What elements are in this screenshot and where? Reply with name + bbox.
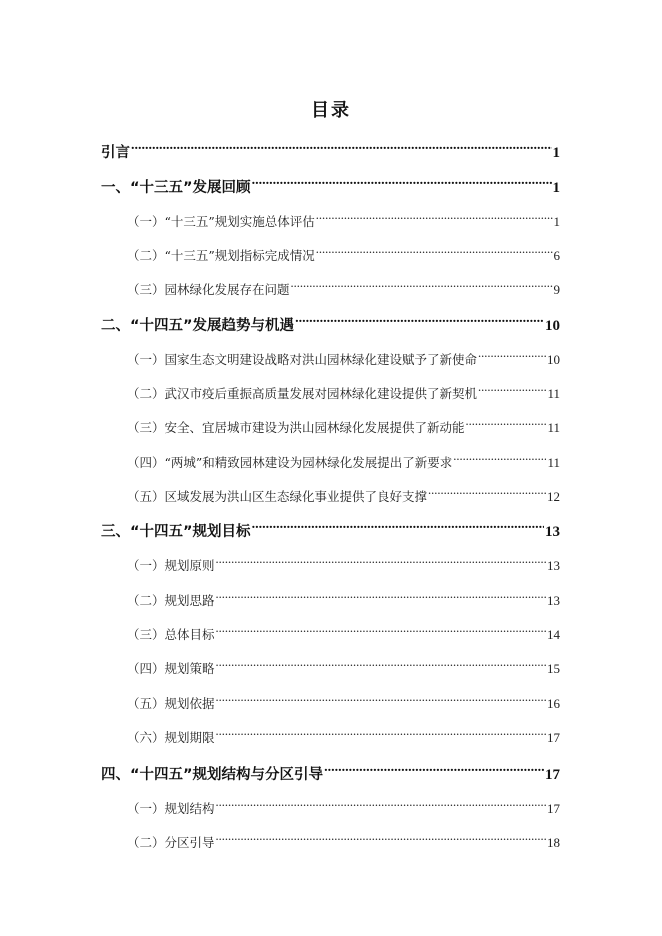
dot-leader: [478, 376, 546, 398]
dot-leader: [453, 445, 546, 467]
toc-page-number: 13: [547, 558, 560, 573]
toc-entry-label: 二、“十四五”发展趋势与机遇: [101, 318, 295, 334]
dot-leader: [216, 825, 546, 847]
toc-title: 目录: [311, 100, 351, 121]
toc-page-number: 10: [545, 318, 560, 334]
dot-leader: [316, 204, 553, 226]
toc-page-number: 10: [547, 352, 560, 367]
toc-page-number: 6: [553, 248, 560, 263]
toc-entry-introduction[interactable]: [101, 135, 560, 161]
toc-entry-1-2[interactable]: [127, 238, 560, 263]
toc-entry-label: 一、“十三五”发展回顾: [101, 180, 251, 196]
dot-leader: [252, 514, 544, 536]
toc-entry-label: （五）规划依据: [127, 696, 215, 711]
toc-page-number: 1: [552, 180, 560, 196]
toc-page-number: 1: [552, 145, 560, 161]
dot-leader: [428, 479, 546, 501]
toc-entry-label: （二）分区引导: [127, 835, 215, 850]
toc-entry-4-1[interactable]: [127, 791, 560, 816]
toc-entry-label: （三）总体目标: [127, 627, 215, 642]
toc-entry-2-2[interactable]: [127, 376, 560, 401]
toc-entry-2-1[interactable]: [127, 342, 560, 367]
toc-entry-label: （二）“十三五”规划指标完成情况: [127, 248, 315, 263]
toc-entry-2-3[interactable]: [127, 410, 560, 435]
toc-entry-label: （三）园林绿化发展存在问题: [127, 282, 290, 297]
toc-entry-label: （三）安全、宜居城市建设为洪山园林绿化发展提供了新动能: [127, 420, 465, 435]
toc-entry-label: 三、“十四五”规划目标: [101, 524, 251, 540]
toc-entry-label: （二）规划思路: [127, 593, 215, 608]
toc-entry-label: （一）规划结构: [127, 801, 215, 816]
toc-entry-3-2[interactable]: [127, 583, 560, 608]
toc-page-number: 13: [545, 524, 560, 540]
dot-leader: [478, 342, 546, 364]
toc-entry-3-5[interactable]: [127, 686, 560, 711]
dot-leader: [216, 617, 546, 639]
toc-page-number: 18: [547, 835, 560, 850]
toc-page-number: 14: [547, 627, 560, 642]
toc-entry-3-6[interactable]: [127, 720, 560, 745]
toc-entry-1-1[interactable]: [127, 204, 560, 229]
toc-page-number: 11: [547, 455, 560, 470]
toc-page-number: 17: [545, 767, 560, 783]
toc-page-number: 17: [547, 730, 560, 745]
toc-page-number: 12: [547, 489, 560, 504]
toc-page-number: 17: [547, 801, 560, 816]
dot-leader: [291, 272, 553, 294]
toc-page-number: 11: [547, 420, 560, 435]
toc-entry-label: （五）区域发展为洪山区生态绿化事业提供了良好支撑: [127, 489, 428, 504]
toc-entry-chapter-4[interactable]: [101, 757, 560, 783]
toc-page-number: 9: [553, 282, 560, 297]
toc-entry-label: （一）规划原则: [127, 558, 215, 573]
toc-entry-label: 四、“十四五”规划结构与分区引导: [101, 767, 324, 783]
toc-page-number: 11: [547, 386, 560, 401]
dot-leader: [324, 757, 544, 779]
dot-leader: [216, 651, 546, 673]
toc-entry-4-2[interactable]: [127, 825, 560, 850]
dot-leader: [216, 583, 546, 605]
toc-page-number: 13: [547, 593, 560, 608]
toc-entry-3-3[interactable]: [127, 617, 560, 642]
toc-entry-label: （一）“十三五”规划实施总体评估: [127, 214, 315, 229]
toc-page-number: 16: [547, 696, 560, 711]
dot-leader: [216, 686, 546, 708]
dot-leader: [466, 410, 547, 432]
toc-page-number: 1: [553, 214, 560, 229]
toc-entry-chapter-3[interactable]: [101, 514, 560, 540]
dot-leader: [316, 238, 553, 260]
toc-entry-1-3[interactable]: [127, 272, 560, 297]
toc-entry-label: （一）国家生态文明建设战略对洪山园林绿化建设赋予了新使命: [127, 352, 478, 367]
toc-entry-chapter-1[interactable]: [101, 170, 560, 196]
dot-leader: [295, 308, 544, 330]
toc-entry-label: 引言: [101, 145, 130, 161]
toc-entry-2-5[interactable]: [127, 479, 560, 504]
toc-entry-chapter-2[interactable]: [101, 308, 560, 334]
dot-leader: [216, 791, 546, 813]
toc-entry-label: （四）“两城”和精致园林建设为园林绿化发展提出了新要求: [127, 455, 453, 470]
toc-page-number: 15: [547, 661, 560, 676]
dot-leader: [131, 135, 552, 157]
dot-leader: [216, 720, 546, 742]
toc-entry-label: （六）规划期限: [127, 730, 215, 745]
toc-entry-2-4[interactable]: [127, 445, 560, 470]
toc-entry-label: （二）武汉市疫后重振高质量发展对园林绿化建设提供了新契机: [127, 386, 478, 401]
toc-entry-3-4[interactable]: [127, 651, 560, 676]
toc-entry-3-1[interactable]: [127, 548, 560, 573]
dot-leader: [216, 548, 546, 570]
toc-entry-label: （四）规划策略: [127, 661, 215, 676]
dot-leader: [252, 170, 552, 192]
